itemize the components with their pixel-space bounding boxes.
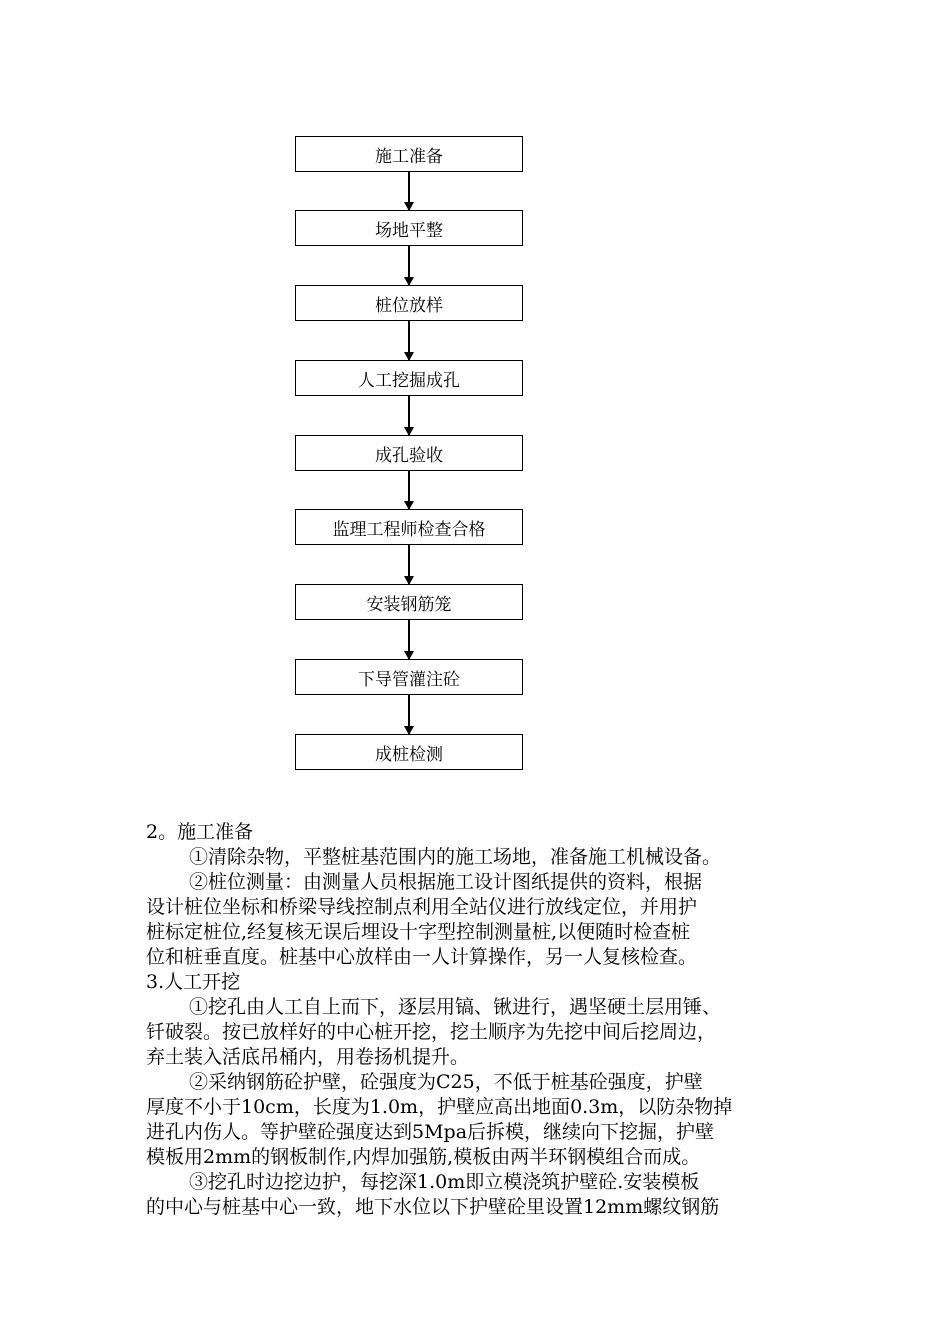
flow-step-6: 监理工程师检查合格 [295,509,523,545]
flow-step-5: 成孔验收 [295,435,523,471]
flow-step-9: 成桩检测 [295,734,523,770]
flow-arrow [408,172,410,210]
flow-arrow [408,545,410,584]
paragraph-line: 进孔内伤人。等护壁砼强度达到5Mpa后拆模，继续向下挖掘，护壁 [146,1121,715,1143]
flow-arrow [408,321,410,360]
flow-step-2: 场地平整 [295,210,523,246]
paragraph-line: ①清除杂物，平整桩基范围内的施工场地，准备施工机械设备。 [189,846,722,868]
paragraph-line: 钎破裂。按已放样好的中心桩开挖，挖土顺序为先挖中间后挖周边， [146,1021,717,1043]
section-heading-preparation: 2。施工准备 [146,821,254,843]
paragraph-line: ②采纳钢筋砼护壁，砼强度为C25，不低于桩基砼强度，护壁 [189,1071,703,1093]
flow-step-3: 桩位放样 [295,285,523,321]
paragraph-line: 弃土装入活底吊桶内，用卷扬机提升。 [146,1046,470,1068]
flow-step-4: 人工挖掘成孔 [295,360,523,396]
flow-arrow [408,695,410,734]
paragraph-line: 模板用2mm的钢板制作,内焊加强筋,模板由两半环钢模组合而成。 [146,1146,701,1168]
paragraph-line: 桩标定桩位,经复核无误后埋设十字型控制测量桩,以便随时检查桩 [146,921,691,943]
flow-arrow [408,620,410,659]
paragraph-line: 设计桩位坐标和桥梁导线控制点利用全站仪进行放线定位，并用护 [146,896,698,918]
paragraph-line: 的中心与桩基中心一致，地下水位以下护壁砼里设置12mm螺纹钢筋 [146,1196,720,1218]
paragraph-line: ③挖孔时边挖边护，每挖深1.0m即立模浇筑护壁砼.安装模板 [189,1171,700,1193]
body-text [146,820,816,1220]
flow-step-8: 下导管灌注砼 [295,659,523,695]
paragraph-line: 位和桩垂直度。桩基中心放样由一人计算操作，另一人复核检查。 [146,946,698,968]
flow-step-1: 施工准备 [295,136,523,172]
flow-step-7: 安装钢筋笼 [295,584,523,620]
paragraph-line: ②桩位测量：由测量人员根据施工设计图纸提供的资料，根据 [189,871,703,893]
flow-arrow [408,396,410,435]
flow-arrow [408,246,410,285]
section-heading-excavation: 3.人工开挖 [146,971,241,993]
flow-arrow [408,471,410,509]
paragraph-line: ①挖孔由人工自上而下，逐层用镐、锹进行，遇坚硬土层用锤、 [189,996,722,1018]
paragraph-line: 厚度不小于10cm，长度为1.0m，护壁应高出地面0.3m，以防杂物掉 [146,1096,733,1118]
